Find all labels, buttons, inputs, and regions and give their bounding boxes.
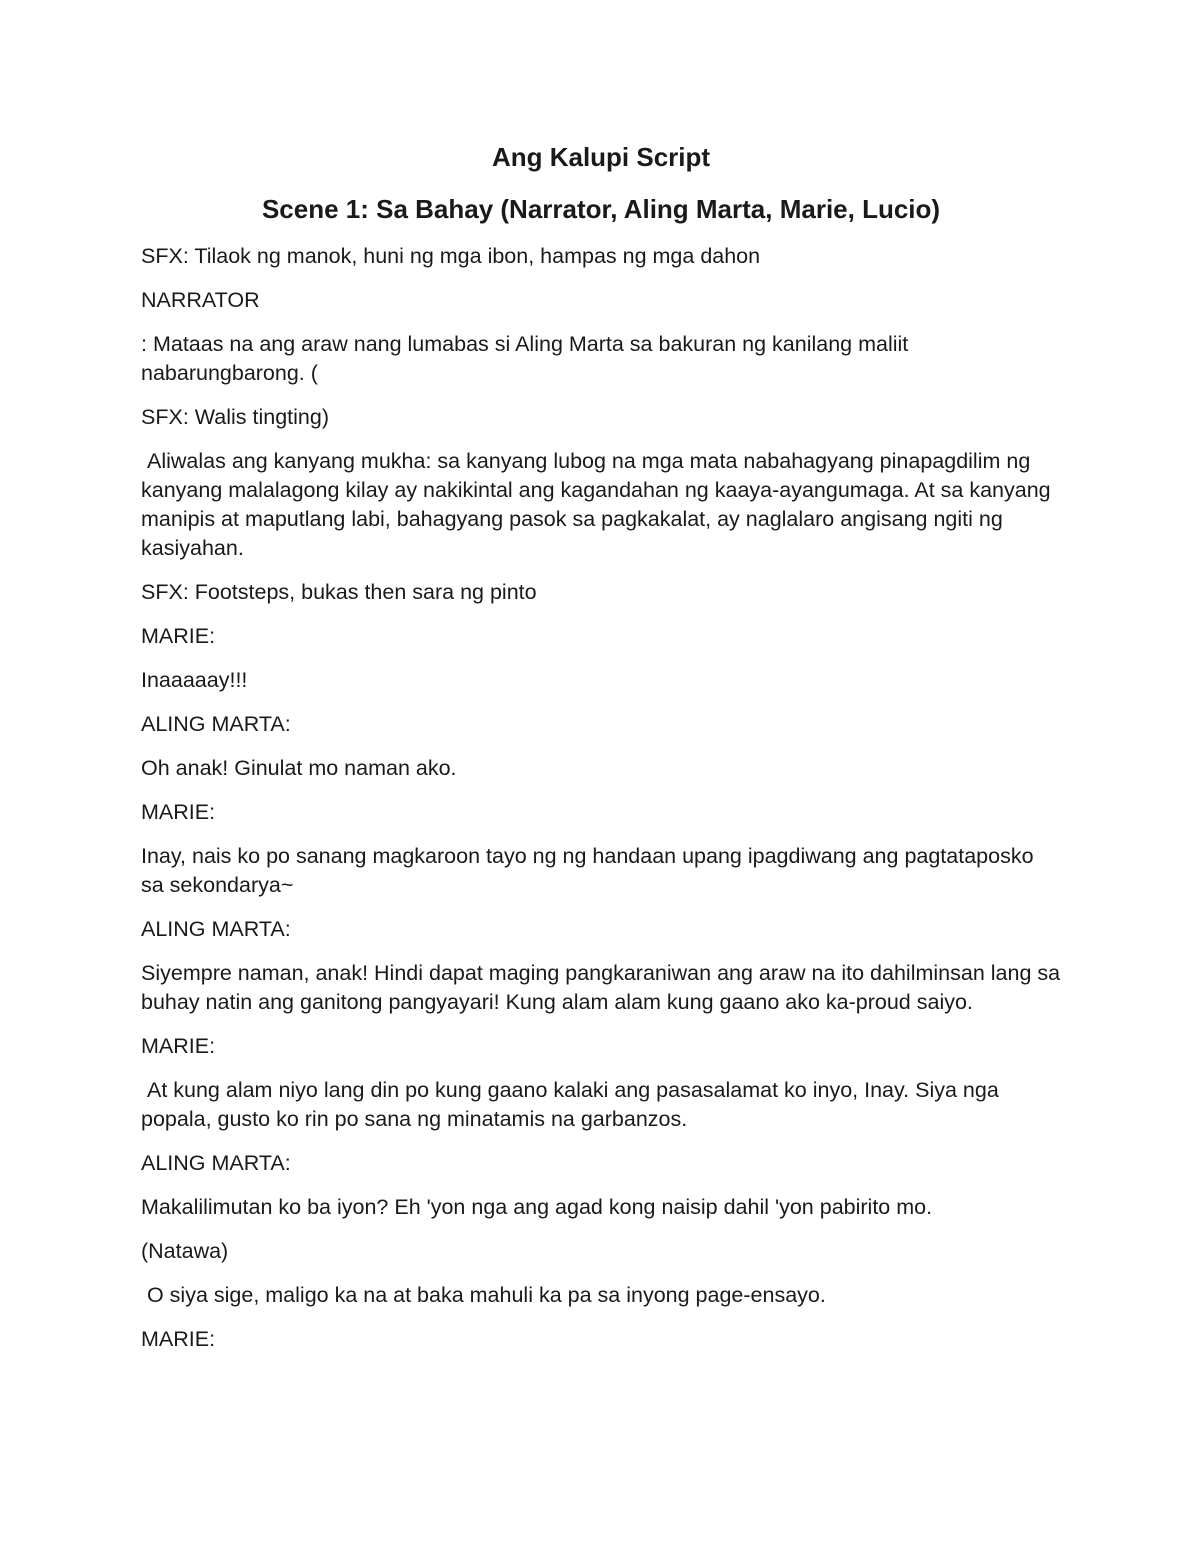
speaker-label: MARIE: bbox=[141, 624, 216, 648]
narration-text: : Mataas na ang araw nang lumabas si Aling Marta sa bakuran ng kanilang maliit nabarungbarong. ( bbox=[141, 332, 915, 385]
sfx-line: SFX: Walis tingting) bbox=[141, 405, 329, 429]
speaker-label: ALING MARTA: bbox=[141, 712, 291, 736]
speaker-label: NARRATOR bbox=[141, 288, 260, 312]
document-title: Ang Kalupi Script bbox=[491, 142, 711, 172]
script-body bbox=[141, 140, 1067, 1369]
scene-heading: Scene 1: Sa Bahay (Narrator, Aling Marta, Marie, Lucio) bbox=[261, 194, 941, 224]
stage-direction: (Natawa) bbox=[141, 1239, 229, 1263]
sfx-line: SFX: Tilaok ng manok, huni ng mga ibon, hampas ng mga dahon bbox=[141, 244, 761, 268]
speaker-label: MARIE: bbox=[141, 800, 216, 824]
speaker-label: ALING MARTA: bbox=[141, 917, 291, 941]
speaker-label: MARIE: bbox=[141, 1327, 216, 1351]
sfx-line: SFX: Footsteps, bukas then sara ng pinto bbox=[141, 580, 537, 604]
dialogue-line: O siya sige, maligo ka na at baka mahuli ka pa sa inyong page-ensayo. bbox=[141, 1283, 826, 1307]
speaker-label: ALING MARTA: bbox=[141, 1151, 291, 1175]
dialogue-line: Makalilimutan ko ba iyon? Eh 'yon nga ang agad kong naisip dahil 'yon pabirito mo. bbox=[141, 1195, 933, 1219]
dialogue-line: Siyempre naman, anak! Hindi dapat maging pangkaraniwan ang araw na ito dahilminsan lang sa buhay natin ang ganitong pangyayari! Kung alam alam kung gaano ako ka-proud saiyo. bbox=[141, 961, 1067, 1014]
narration-text: Aliwalas ang kanyang mukha: sa kanyang lubog na mga mata nabahagyang pinapagdilim ng kanyang malalagong kilay ay nakikintal ang kagandahan ng kaaya-ayangumaga. At sa kanyang manipis at maputlang labi, bahagyang pasok sa pagkakalat, ay naglalaro angisang ngiti ng kasiyahan. bbox=[141, 449, 1057, 560]
dialogue-line: Inaaaaay!!! bbox=[141, 668, 248, 692]
dialogue-line: Oh anak! Ginulat mo naman ako. bbox=[141, 756, 457, 780]
dialogue-line: Inay, nais ko po sanang magkaroon tayo ng ng handaan upang ipagdiwang ang pagtataposko sa sekondarya~ bbox=[141, 844, 1040, 897]
speaker-label: MARIE: bbox=[141, 1034, 216, 1058]
dialogue-line: At kung alam niyo lang din po kung gaano kalaki ang pasasalamat ko inyo, Inay. Siya nga popala, gusto ko rin po sana ng minatamis na garbanzos. bbox=[141, 1078, 1005, 1131]
